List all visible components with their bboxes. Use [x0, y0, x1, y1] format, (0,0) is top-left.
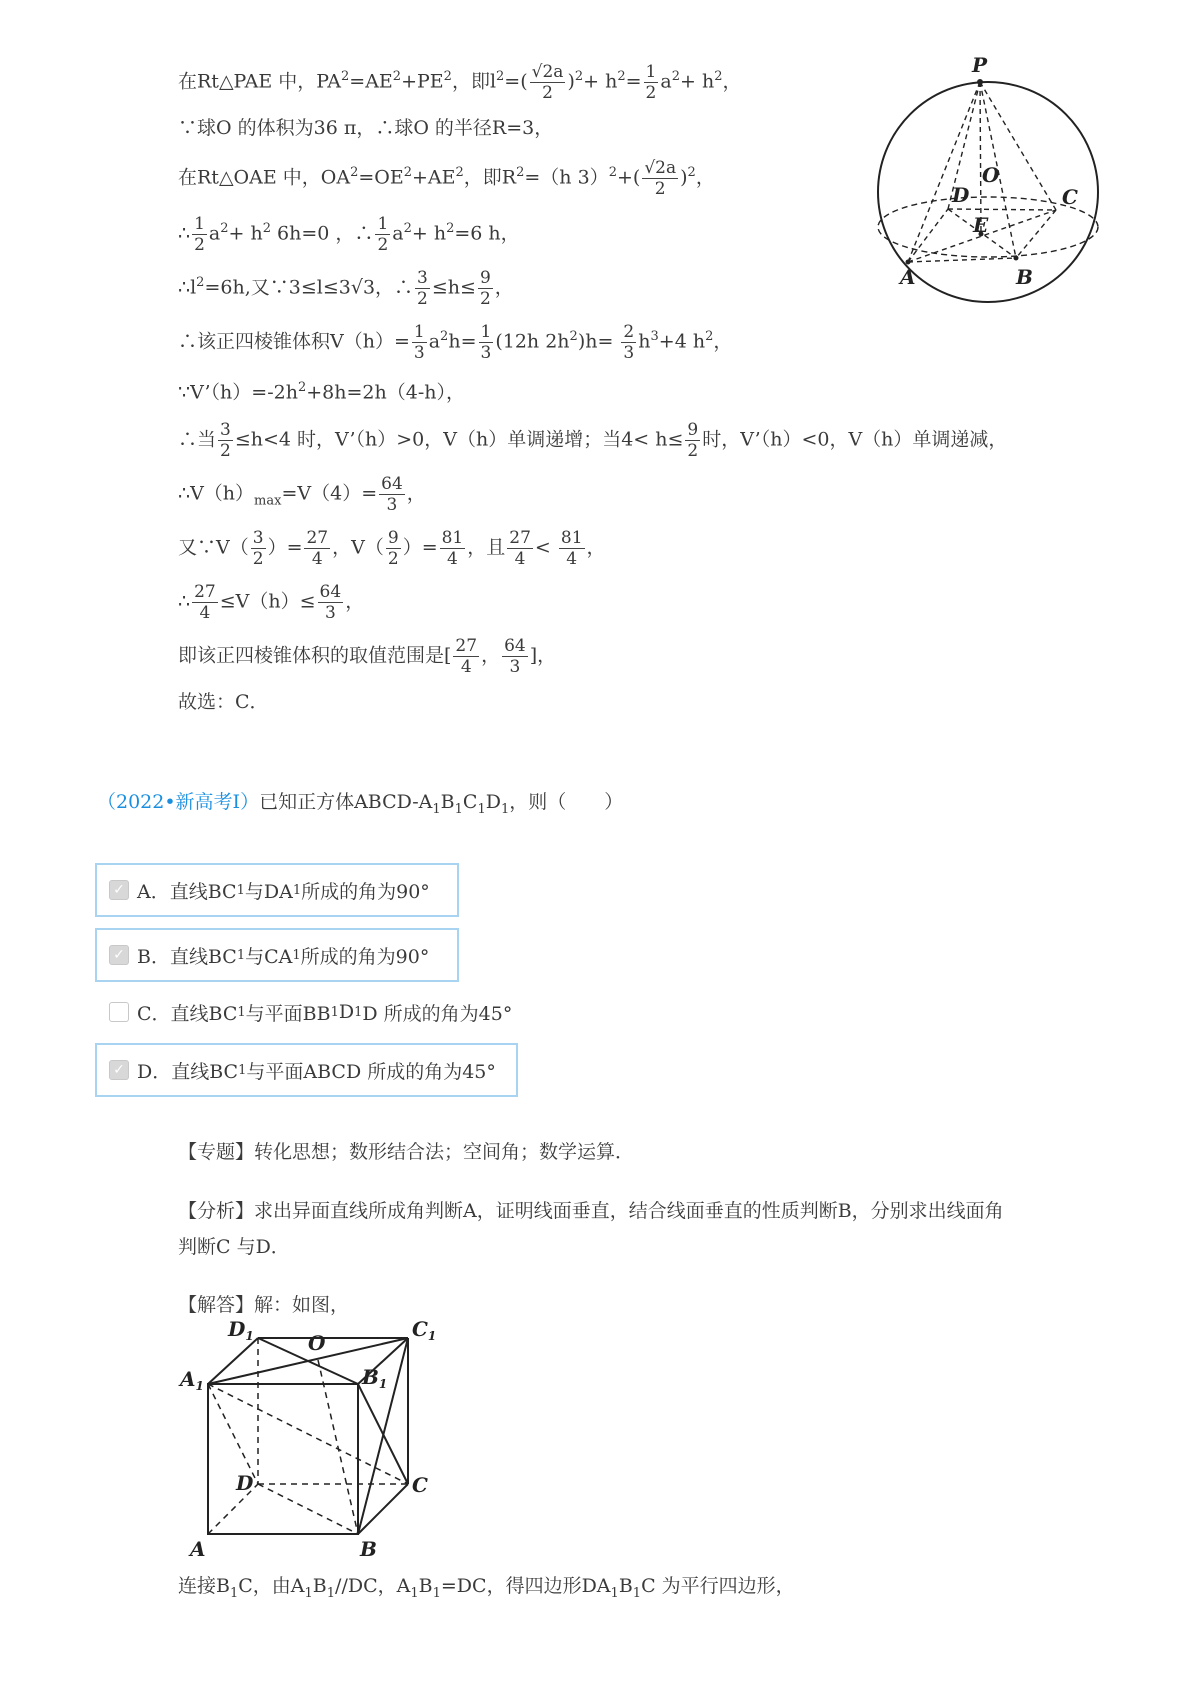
text: ，即l	[451, 70, 497, 93]
fraction-numerator: 1	[377, 214, 389, 234]
text: ）=	[402, 536, 438, 559]
fraction-denominator: 4	[566, 549, 578, 569]
fraction-numerator: 27	[509, 528, 531, 548]
sup: 2	[350, 165, 359, 181]
text: B	[312, 1575, 327, 1597]
label-a1: $A_1$	[180, 1367, 204, 1393]
option-b[interactable]	[95, 928, 459, 982]
text: ≤V（h）≤	[219, 590, 316, 613]
fraction	[502, 636, 528, 677]
option-text: 与DA	[244, 880, 293, 903]
sub: 1	[410, 1585, 419, 1601]
text: + h	[228, 222, 263, 245]
sub: 1	[432, 801, 441, 817]
topic-line: 【专题】转化思想；数形结合法；空间角；数学运算．	[178, 1141, 635, 1163]
option-c[interactable]	[95, 985, 555, 1039]
text: a	[208, 222, 221, 245]
text: ）=	[267, 536, 303, 559]
text: ∵V’（h）=-2h	[178, 381, 298, 404]
fraction	[453, 636, 479, 677]
sub: 1	[354, 1004, 363, 1020]
sup: 2	[671, 69, 680, 85]
text: h	[638, 330, 651, 353]
fraction-denominator: 2	[194, 235, 205, 255]
fraction-denominator: 3	[324, 603, 336, 623]
fraction-numerator: 27	[455, 636, 478, 656]
option-text: 与CA	[245, 945, 293, 968]
fraction	[621, 322, 636, 363]
solution-line-4	[178, 214, 520, 255]
text: =AE	[349, 70, 393, 93]
text: 又∵V（	[178, 536, 249, 559]
label-p: P	[972, 53, 988, 77]
sub: 1	[432, 1585, 441, 1601]
fraction-denominator: 4	[514, 549, 526, 569]
label-d: D	[236, 1471, 254, 1495]
analysis-line-1: 【分析】求出异面直线所成角判断A，证明线面垂直，结合线面垂直的性质判断B，分别求出线面角	[178, 1200, 1004, 1222]
text: =（h 3）	[524, 166, 609, 189]
fraction-denominator: 4	[199, 603, 211, 623]
label-d1: $D_1$	[228, 1320, 254, 1343]
fraction-denominator: 2	[387, 549, 399, 569]
text: ，则（ ）	[509, 791, 624, 813]
fraction-numerator: √2a	[531, 62, 564, 82]
text: ，且	[467, 536, 506, 559]
option-text: D 所成的角为45°	[362, 1002, 513, 1025]
text: 时，V’（h）<0，V（h）单调递减，	[702, 428, 1008, 451]
text: D	[485, 791, 501, 813]
text: ∴	[178, 590, 191, 613]
text: =6h,又∵3≤l≤3√3，∴	[204, 276, 414, 299]
sub: 1	[236, 947, 246, 963]
solution-line-13: 故选：C．	[178, 691, 269, 713]
solution-line-1	[178, 62, 741, 103]
solution-line-10	[178, 528, 606, 569]
fraction	[478, 268, 493, 309]
text: =(	[504, 70, 528, 93]
text: 已知正方体ABCD-A	[259, 791, 433, 813]
text: ，	[481, 644, 501, 667]
fraction-denominator: 2	[252, 549, 264, 569]
text: a	[392, 222, 404, 245]
text: h=	[448, 330, 477, 353]
fraction-denominator: 2	[479, 289, 491, 309]
fraction	[559, 528, 585, 569]
fraction-numerator: 1	[194, 214, 205, 234]
text: =OE	[358, 166, 404, 189]
sup: 2	[705, 329, 714, 345]
fraction	[304, 528, 330, 569]
text: ∴l	[178, 276, 197, 299]
text: a	[428, 330, 441, 353]
option-a[interactable]	[95, 863, 459, 917]
sup: 2	[574, 69, 584, 85]
fraction-denominator: 4	[460, 657, 472, 677]
text: ≤h<4 时，V’（h）>0，V（h）单调递增；当4< h≤	[234, 428, 684, 451]
fraction-numerator: 1	[645, 62, 657, 82]
label-a: A	[190, 1537, 206, 1561]
text: +(	[616, 166, 641, 189]
sup: 2	[297, 380, 307, 395]
option-text: D．直线BC	[137, 1060, 239, 1083]
label-d: D	[952, 183, 970, 207]
fraction-denominator: 2	[377, 235, 389, 255]
sup: 2	[446, 221, 455, 237]
solution-line-5	[178, 268, 514, 309]
sub: 1	[454, 801, 463, 817]
sub: 1	[326, 1585, 336, 1601]
point-p	[977, 79, 983, 85]
option-text: 与平面ABCD 所成的角为45°	[246, 1060, 496, 1083]
fraction	[379, 474, 405, 515]
text: ，	[722, 70, 742, 93]
text: ，	[713, 330, 733, 353]
fraction-denominator: 4	[311, 549, 323, 569]
sup: 2	[608, 165, 617, 181]
fraction-numerator: 3	[220, 420, 231, 440]
checkbox-checked-icon[interactable]: ✓	[109, 945, 129, 965]
sub: 1	[238, 1062, 247, 1078]
sub: 1	[292, 947, 301, 963]
text: B	[440, 791, 455, 813]
sup: 2	[617, 69, 626, 85]
option-text: 所成的角为90°	[300, 945, 430, 968]
text: ]，	[529, 644, 557, 667]
text: 6h=0 ，∴	[271, 222, 374, 245]
fraction-numerator: 64	[381, 474, 403, 494]
sub: 1	[477, 801, 486, 817]
sup: 2	[714, 69, 723, 85]
solution-line-6	[178, 322, 732, 363]
label-c: C	[412, 1473, 428, 1497]
sup: 2	[403, 221, 412, 237]
solution-line-8	[178, 420, 1007, 461]
fraction-denominator: 3	[623, 343, 635, 363]
sphere-pyramid-figure	[868, 52, 1108, 312]
sup: 2	[262, 221, 272, 237]
sup: 2	[496, 69, 505, 85]
text: (12h 2h	[495, 330, 570, 353]
solution-line-3	[178, 158, 715, 199]
text: ，	[586, 536, 606, 559]
fraction-denominator: 2	[417, 289, 428, 309]
text: ∴该正四棱锥体积V（h）=	[178, 330, 410, 353]
fraction-numerator: 3	[417, 268, 428, 288]
question-stem	[97, 790, 623, 822]
text: )	[567, 70, 575, 93]
label-b1: $B_1$	[362, 1365, 388, 1391]
text: + h	[679, 70, 715, 93]
fraction	[530, 62, 566, 103]
text: =6 h，	[454, 222, 520, 245]
text: ，	[695, 166, 715, 189]
text: )	[680, 166, 688, 189]
sup: 2	[443, 69, 452, 85]
solution-line-7	[178, 376, 465, 404]
text: =V（4）=	[281, 482, 378, 505]
sup: 2	[440, 329, 449, 345]
text: ∴	[178, 222, 191, 245]
text: =	[625, 70, 642, 93]
fraction-denominator: 4	[447, 549, 458, 569]
text: =DC，得四边形DA	[440, 1575, 611, 1597]
label-o: O	[982, 163, 1000, 187]
text: )h=	[577, 330, 620, 353]
option-text: D	[338, 1001, 355, 1023]
text: B	[418, 1575, 433, 1597]
fraction	[318, 582, 344, 623]
fraction	[251, 528, 266, 569]
fraction	[644, 62, 659, 103]
fraction	[386, 528, 401, 569]
sub: 1	[304, 1585, 313, 1601]
solution-line-9	[178, 474, 426, 515]
fraction-denominator: 3	[480, 343, 492, 363]
solution-line-12	[178, 636, 556, 677]
fraction	[192, 582, 218, 623]
fraction	[218, 420, 233, 461]
option-text: 所成的角为90°	[301, 880, 430, 903]
text: 连接B	[178, 1575, 230, 1597]
fraction-denominator: 3	[509, 657, 521, 677]
cube-figure	[178, 1320, 448, 1570]
fraction-denominator: 2	[687, 441, 699, 461]
sup: 2	[455, 165, 464, 181]
sub: 1	[330, 1004, 339, 1020]
checkbox-checked-icon[interactable]: ✓	[109, 880, 129, 900]
text: C，由A	[238, 1575, 305, 1597]
solution-line-11	[178, 582, 364, 623]
fraction-numerator: 81	[441, 528, 464, 548]
fraction-numerator: 1	[480, 322, 492, 342]
text: ≤h≤	[431, 276, 476, 299]
point-b	[1014, 256, 1019, 261]
label-b: B	[360, 1537, 377, 1561]
text: ∴当	[178, 428, 217, 451]
text: <	[534, 536, 557, 559]
sup: 2	[196, 275, 205, 291]
solution-last-line	[178, 1574, 795, 1606]
sup: 2	[569, 329, 578, 345]
label-e: E	[973, 213, 989, 237]
fraction	[415, 268, 430, 309]
fraction	[375, 214, 390, 255]
sup: 2	[687, 165, 696, 181]
fraction-numerator: 9	[479, 268, 491, 288]
solution-line-2: ∵球O 的体积为36 π，∴球O 的半径R=3，	[178, 117, 554, 139]
fraction-numerator: 64	[504, 636, 526, 656]
fraction-numerator: 3	[252, 528, 264, 548]
fraction-numerator: 64	[319, 582, 342, 602]
text: +4 h	[658, 330, 706, 353]
sub: 1	[632, 1585, 642, 1601]
sub: max	[254, 493, 282, 509]
label-b: B	[1016, 265, 1033, 289]
option-text: A．直线BC	[137, 880, 237, 903]
sub: 1	[292, 882, 302, 898]
sup: 2	[516, 165, 525, 181]
sup: 3	[650, 329, 659, 345]
option-text: B．直线BC	[137, 945, 237, 968]
checkbox-empty-icon[interactable]	[109, 1002, 129, 1022]
fraction-numerator: √2a	[644, 158, 677, 178]
sub: 1	[500, 801, 510, 817]
text: 即该正四棱锥体积的取值范围是[	[178, 644, 452, 667]
text: C 为平行四边形，	[641, 1575, 795, 1597]
fraction	[412, 322, 427, 363]
text: C	[462, 791, 478, 813]
text: 在Rt△OAE 中，OA	[178, 166, 351, 189]
sub: 1	[610, 1585, 619, 1601]
option-text: C．直线BC	[137, 1002, 238, 1025]
fraction	[192, 214, 207, 255]
sup: 2	[341, 69, 350, 85]
fraction-denominator: 3	[386, 495, 398, 515]
sup: 2	[392, 69, 402, 85]
text: ，	[494, 276, 514, 299]
text: +8h=2h（4-h），	[306, 381, 465, 404]
fraction	[685, 420, 700, 461]
analysis-line-2: 判断C 与D．	[178, 1236, 290, 1258]
text: ，	[406, 482, 426, 505]
fraction-numerator: 9	[687, 420, 699, 440]
label-c: C	[1062, 185, 1078, 209]
sub: 1	[236, 882, 245, 898]
fraction-denominator: 3	[413, 343, 425, 363]
text: a	[660, 70, 672, 93]
text: + h	[583, 70, 618, 93]
text: ∴V（h）	[178, 482, 255, 505]
fraction-denominator: 2	[654, 179, 666, 199]
sup: 2	[403, 165, 412, 181]
fraction-numerator: 2	[623, 322, 635, 342]
label-c1: $C_1$	[412, 1320, 437, 1343]
text: + h	[411, 222, 447, 245]
fraction-denominator: 2	[220, 441, 231, 461]
fraction	[440, 528, 466, 569]
fraction-numerator: 81	[560, 528, 583, 548]
label-o: O	[308, 1331, 326, 1355]
option-d[interactable]	[95, 1043, 518, 1097]
text: ，	[345, 590, 365, 613]
text: B	[618, 1575, 633, 1597]
fraction-numerator: 27	[194, 582, 216, 602]
text: //DC，A	[335, 1575, 411, 1597]
text: 在Rt△PAE 中，PA	[178, 70, 341, 93]
fraction	[507, 528, 533, 569]
text: +AE	[412, 166, 456, 189]
fraction	[642, 158, 678, 199]
sub: 1	[237, 1004, 246, 1020]
text: ，V（	[332, 536, 384, 559]
sub: 1	[229, 1585, 239, 1601]
option-text: 与平面BB	[245, 1002, 331, 1025]
sup: 2	[220, 221, 229, 237]
point-a	[906, 260, 911, 265]
fraction-numerator: 9	[387, 528, 399, 548]
text: +PE	[401, 70, 444, 93]
fraction-denominator: 2	[542, 83, 553, 103]
fraction-denominator: 2	[645, 83, 657, 103]
text: ，即R	[463, 166, 517, 189]
fraction-numerator: 27	[306, 528, 329, 548]
question-source[interactable]: （2022•新高考Ⅰ）	[97, 791, 260, 813]
label-a: A	[900, 265, 916, 289]
checkbox-checked-icon[interactable]: ✓	[109, 1060, 129, 1080]
answer-intro: 【解答】解：如图，	[178, 1294, 350, 1316]
fraction-numerator: 1	[413, 322, 425, 342]
fraction	[479, 322, 494, 363]
